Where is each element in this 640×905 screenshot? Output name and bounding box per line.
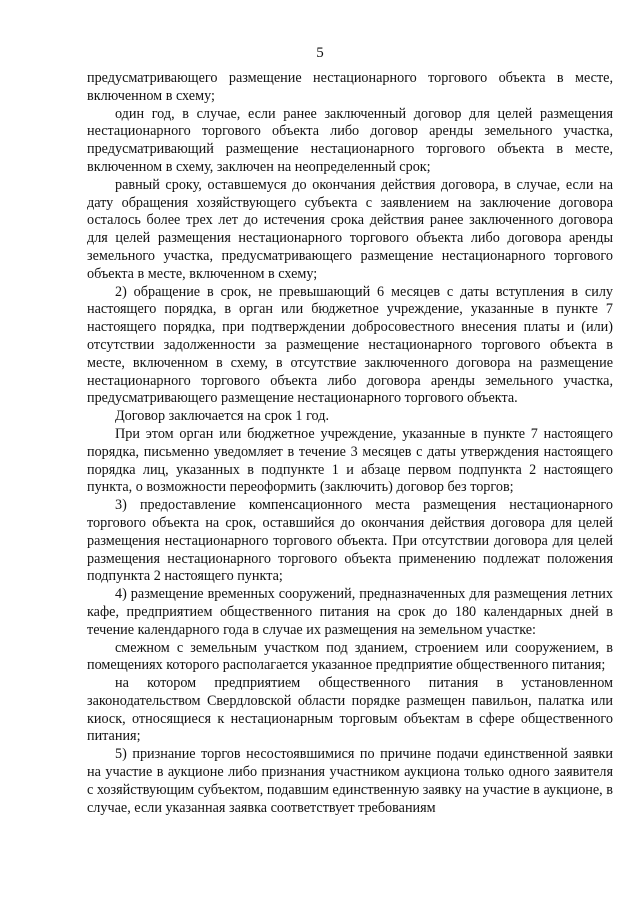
paragraph-item-4-summer-cafes: 4) размещение временных сооружений, предназначенных для размещения летних кафе, предприятием общественного питания на срок до 180 календарных дней в течение календарного года в случае их размещения на земельном участке: [87, 586, 613, 638]
paragraph-notification: При этом орган или бюджетное учреждение, указанные в пункте 7 настоящего порядка, письменно уведомляет в течение 3 месяцев с даты утверждения настоящего порядка лиц, указанных в подпункте 1 и абзаце первом подпункта 2 настоящего пункта, о возможности переоформить (заключить) договор без торгов; [87, 425, 613, 496]
paragraph-item-3-compensation: 3) предоставление компенсационного места размещения нестационарного торгового объекта на срок, оставшийся до окончания действия договора для целей размещения нестационарного торгового объекта. При отсутствии договора для целей размещения нестационарного торгового объекта применению подлежат положения подпункта 2 настоящего пункта; [87, 497, 613, 585]
paragraph-one-year-term: один год, в случае, если ранее заключенный договор для целей размещения нестационарного торгового объекта либо договор аренды земельного участка, предусматривающий размещение нестационарного торгового объекта в месте, включенном в схему, заключен на неопределенный срок; [87, 105, 613, 175]
paragraph-item-2-application: 2) обращение в срок, не превышающий 6 месяцев с даты вступления в силу настоящего порядка, в орган или бюджетное учреждение, указанные в пункте 7 настоящего порядка, при подтверждении добросовестного внесения платы и (или) отсутствии задолженности за размещение нестационарного торгового объекта в месте, включенном в схему, в отсутствие заключенного договора на размещение нестационарного торгового объекта либо договора аренды земельного участка, предусматривающего размещение нестационарного торгового объекта. [87, 283, 613, 407]
paragraph-item-5-auction: 5) признание торгов несостоявшимися по причине подачи единственной заявки на участие в аукционе либо признания участником аукциона только одного заявителя с хозяйствующим субъектом, подавшим единственную заявку на участие в аукционе, в случае, если указанная заявка соответствует требованиям [87, 746, 613, 816]
paragraph-continuation: предусматривающего размещение нестационарного торгового объекта в месте, включенном в схему; [87, 70, 613, 104]
paragraph-adjacent-plot: смежном с земельным участком под зданием, строением или сооружением, в помещениях которого располагается указанное предприятие общественного питания; [87, 639, 613, 674]
paragraph-pavilion-plot: на котором предприятием общественного питания в установленном законодательством Свердловской области порядке размещен павильон, палатка или киоск, относящиеся к нестационарным торговым объектам в сфере общественного питания; [87, 675, 613, 745]
document-body [87, 70, 613, 817]
page-number: 5 [316, 45, 324, 61]
paragraph-remaining-term: равный сроку, оставшемуся до окончания действия договора, в случае, если на дату обращения хозяйствующего субъекта с заявлением на заключение договора осталось более трех лет до истечения срока действия ранее заключенного договора для целей размещения нестационарного торгового объекта либо договора аренды земельного участка, предусматривающего размещение нестационарного торгового объекта в месте, включенном в схему; [87, 176, 613, 282]
paragraph-contract-term: Договор заключается на срок 1 год. [115, 408, 329, 425]
